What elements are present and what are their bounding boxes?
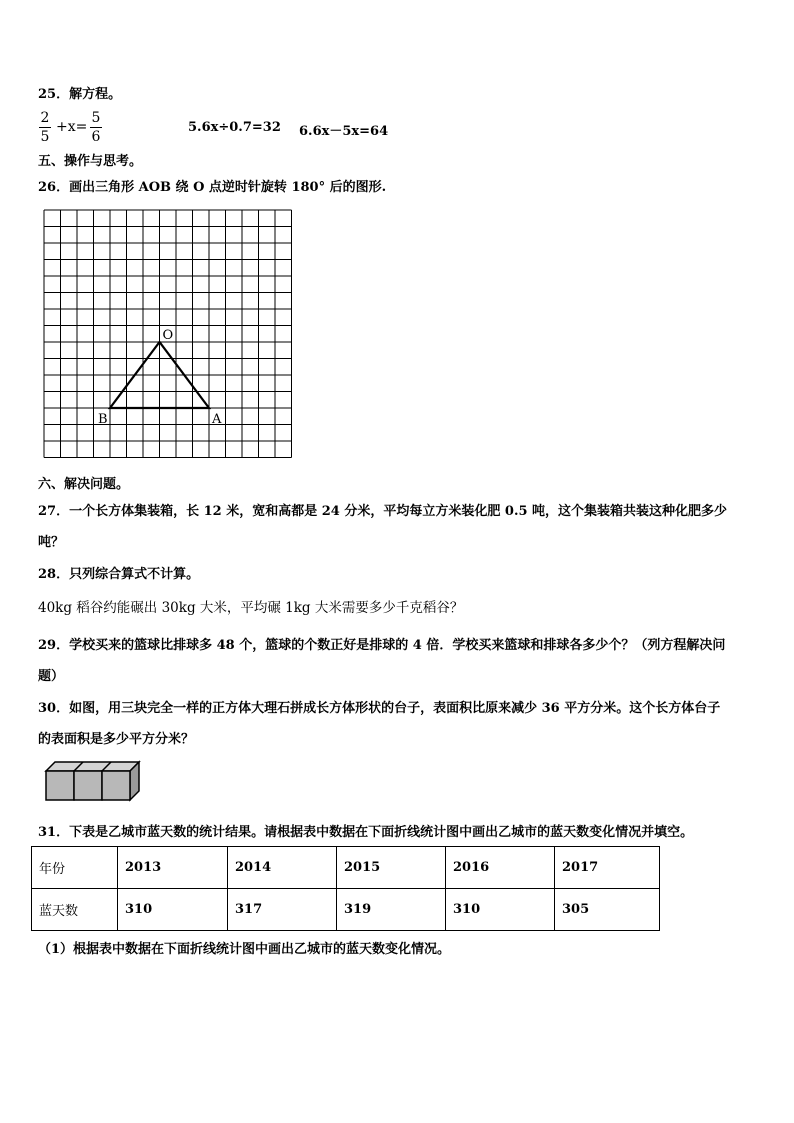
q27-line-1: 27．一个长方体集装箱，长 12 米，宽和高都是 24 分米，平均每立方米装化肥 0.5 吨，这个集装箱共装这种化肥多少: [38, 504, 728, 519]
table-cell: 319: [337, 889, 446, 931]
q29-line-1: 29．学校买来的篮球比排球多 48 个，篮球的个数正好是排球的 4 倍．学校买来篮球和排球各多少个？（列方程解决问: [38, 638, 726, 653]
q31-title: 31．下表是乙城市蓝天数的统计结果。请根据表中数据在下面折线统计图中画出乙城市的蓝天数变化情况并填空。: [38, 825, 694, 840]
table-cell: 317: [228, 889, 337, 931]
table-cell: 310: [118, 889, 228, 931]
table-cell: 2016: [446, 847, 555, 889]
table-cell: 蓝天数: [32, 889, 118, 931]
q31-sub-question-1: （1）根据表中数据在下面折线统计图中画出乙城市的蓝天数变化情况。: [38, 942, 451, 957]
table-cell: 310: [446, 889, 555, 931]
cube-top-face: [46, 762, 139, 771]
label-o: O: [162, 328, 174, 343]
q27-line-2: 吨？: [38, 535, 65, 550]
q30-line-2: 的表面积是多少平方分米？: [38, 732, 195, 747]
q28-body: 40kg 稻谷约能碾出 30kg 大米，平均碾 1kg 大米需要多少千克稻谷？: [38, 600, 464, 616]
table-cell: 2013: [118, 847, 228, 889]
q30-line-1: 30．如图，用三块完全一样的正方体大理石拼成长方体形状的台子，表面积比原来减少 36 平方分米。这个长方体台子: [38, 701, 721, 716]
equation-3: 6.6x－5x=64: [299, 124, 389, 139]
table-cell: 2015: [337, 847, 446, 889]
equation-mid: +x=: [56, 119, 88, 135]
equation-2: 5.6x÷0.7=32: [188, 120, 281, 135]
section-6-heading: 六、解决问题。: [38, 477, 130, 492]
q25-title: 25．解方程。: [38, 87, 122, 102]
q29-line-2: 题）: [38, 669, 65, 684]
label-b: B: [98, 412, 108, 427]
label-a: A: [212, 412, 222, 427]
table-cell: 2014: [228, 847, 337, 889]
table-cell: 年份: [32, 847, 118, 889]
cube-front-1: [46, 771, 74, 800]
three-cubes-figure: [44, 760, 142, 802]
q26-title: 26．画出三角形 AOB 绕 O 点逆时针旋转 180° 后的图形.: [38, 180, 387, 195]
cube-front-2: [74, 771, 102, 800]
blue-sky-days-table: [31, 846, 660, 931]
table-cell: 305: [555, 889, 660, 931]
fraction-5-6: $\frac{5}{6}$: [91, 110, 101, 145]
table-row: [32, 847, 660, 889]
cube-front-3: [102, 771, 130, 800]
section-5-heading: 五、操作与思考。: [38, 154, 143, 169]
table-row: [32, 889, 660, 931]
fraction-2-5: $\frac{2}{5}$: [40, 110, 50, 145]
q28-title: 28．只列综合算式不计算。: [38, 567, 200, 582]
table-cell: 2017: [555, 847, 660, 889]
rotation-grid-figure: [42, 208, 298, 464]
